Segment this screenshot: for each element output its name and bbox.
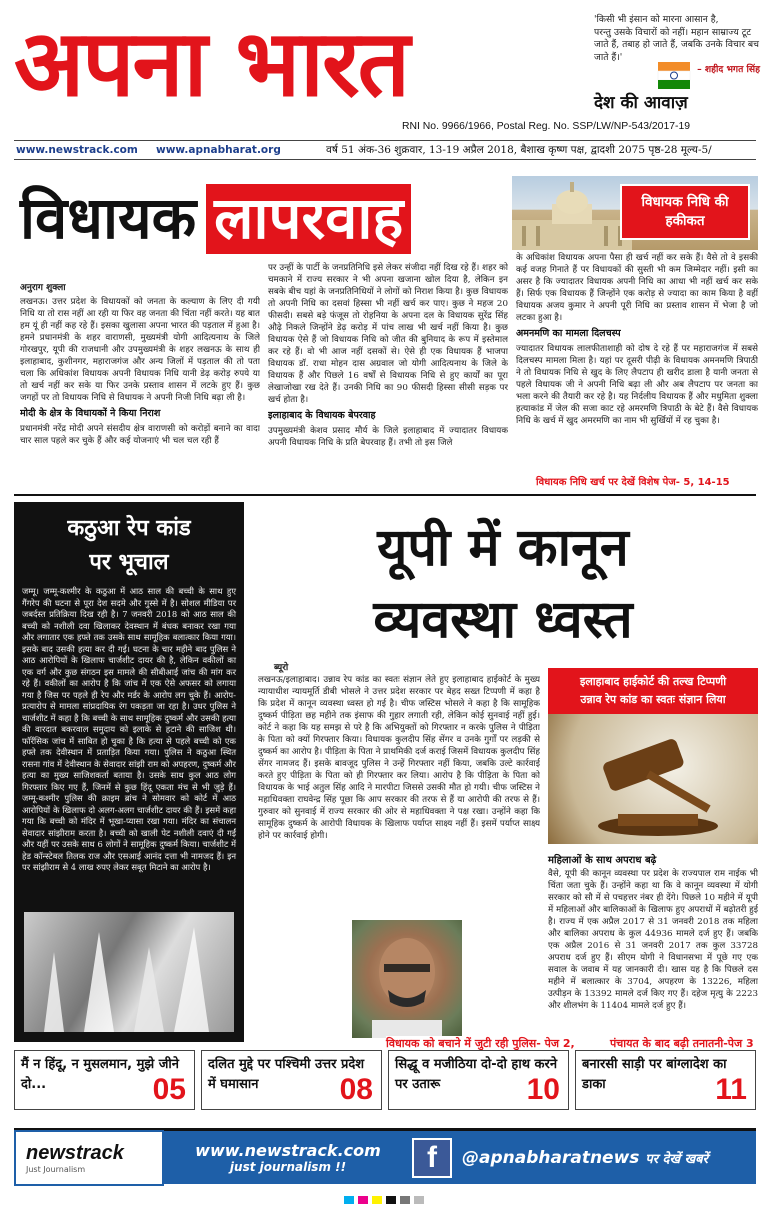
newstrack-brand-name: newstrack [26,1141,124,1164]
crime-subhead: महिलाओं के साथ अपराध बढ़े [548,855,657,866]
up-headline-line-1: यूपी में कानून [377,517,629,578]
ticker-item-page: 10 [526,1073,560,1106]
lead-col3-para1: के अधिकांश विधायक अपना पैसा ही खर्च नहीं कर सके हैं। वैसे तो वे इसकी कई वजह गिनाते हैं पर विधायकों की सुस्ती भी कम जिम्मेदार नहीं। इसी का असर है कि ज्यादातर विधायक अपनी निधि का आधा भी नहीं खर्च कर सके हैं। सिर्फ एक विधायक हैं जिन्होंने एक करोड़ से ज्यादा का काम किया है वहीं विधायक अजय कुमार ने अपनी पूरी निधि का प्रस्ताव शासन में भेजा है जो लटका हुआ है। [516,253,758,323]
newstrack-site[interactable] [164,1141,412,1174]
lead-col1-subhead: मोदी के क्षेत्र के विधायकों ने किया निराश [20,408,161,419]
lead-col3-para2: ज्यादातर विधायक लालफीताशाही को दोष दे रहे हैं पर महाराजगंज में सबसे दिलचस्प मामला मिला है। यहां पर दूसरी पीढ़ी के विधायक अमनमणि त्रिपाठी ने तो विधायक निधि से खुद के लिए लैपटाप ही खरीद डाला है यानी जनता से पहले विधायक जी ने अपनी निधि बढ़ा ली और अब लैपटाप पर जनता का भला करने की तैयारी कर रहे है। यह निर्दलीय विधायक हैं और मधुमिता शुक्ला हत्याकांड में जेल की सजा काट रहे अमरमणि त्रिपाठी के बेटे हैं। वैसे विधायक निधि के खर्च में खुद अमरमणि का नाम भी सुर्खियों में रह चुका है। [516,344,758,426]
newstrack-brand[interactable] [14,1130,164,1186]
ticker-item-title: बनारसी साड़ी पर बांग्लादेश का डाका [582,1057,727,1092]
print-registration-marks [0,1196,768,1206]
lead-col1-para2: प्रधानमंत्री नरेंद्र मोदी अपने संसदीय क्षेत्र वाराणसी को करोड़ों बनाने का वादा चार साल पहले कर चुके हैं और कई योजनाएं भी चल चल रही हैं [20,424,260,446]
registration-number: RNI No. 9966/1966, Postal Reg. No. SSP/LW/NP-543/2017-19 [402,121,691,132]
up-text: लखनऊ/इलाहाबाद। उन्नाव रेप कांड का स्वतः संज्ञान लेते हुए इलाहाबाद हाईकोर्ट के मुख्य न्यायाधीश न्यायमूर्ति डीबी भोसले ने उत्तर प्रदेश सरकार पर बेहद सख्त टिप्पणी में कहा है कि प्रदेश में कानून व्यवस्था ध्वस्त हो गई है। चीफ जस्टिस भोसले ने कहा है कि सामूहिक दुष्कर्म पीड़िता छह महीने तक इंसाफ की गुहार लगाती रही, लेकिन कोई सुनवाई नहीं हुई। कोर्ट ने कहा कि यह समझ से परे है कि अभियुक्तों को गिरफ्तार न करके पुलिस ने पीड़िता के पिता को क्यों गिरफ्तार किया। विधायक कुलदीप सिंह सेंगर व उनके गुर्गों पर लड़की से दुष्कर्म का आरोप है। पीड़िता के पिता ने प्राथमिकी दर्ज कराई जिसमें विधायक कुलदीप सिंह सेंगर नामजद हैं। इसके बावजूद पुलिस ने उन्हें गिरफ्तार नहीं किया, जबकि उल्टे कार्रवाई करते हुए पीड़िता के पिता को ही गिरफ्तार कर लिया। आरोप है कि पीड़िता के पिता को विधायक के भाई अतुल सिंह आदि ने मारपीटा जिससे उसकी मौत हो गयी। चीफ जस्टिस ने महाधिवक्ता राघवेन्द्र सिंह पूछा कि आप सरकार की तरफ से हैं या आरोपी की तरफ से हैं। गुरुवार को सुनवाई में राज्य सरकार की ओर से महाधिवक्ता ने पक्ष रखा। उन्होंने कहा कि सामूहिक दुष्कर्म के आरोपी विधायक के खिलाफ पर्याप्त साक्ष्य नहीं हैं। इसमें पर्याप्त साक्ष्य होने पर कार्रवाई होगी। [258,675,540,841]
lead-continued[interactable]: विधायक निधि खर्च पर देखें विशेष पेज- 5, 14-15 [536,474,730,488]
masthead-title: अपना भारत [14,9,409,117]
lead-column-1 [20,296,260,492]
inside-pages-ticker [14,1050,756,1110]
mla-photo [352,920,462,1038]
quote-author: – शहीद भगत सिंह [697,64,760,75]
quote-line-1: 'किसी भी इंसान को मारना आसान है, [594,14,719,25]
up-continued-right[interactable]: पंचायत के बाद बढ़ी तनातनी-पेज 3 [610,1037,754,1050]
gavel-photo [548,714,758,844]
ticker-item-2[interactable] [201,1050,382,1110]
lead-byline: अनुराग शुक्ला [20,283,66,293]
newstrack-brand-sub: Just Journalism [26,1164,86,1174]
side-label: विधायक निधि की हकीकत [620,184,750,240]
lead-col1-para1: लखनऊ। उत्तर प्रदेश के विधायकों को जनता के कल्याण के लिए दी गयी निधि या तो रास नहीं आ रही या फिर वह जनता की चिंता नहीं करते। यह बात हम यूं ही नहीं कह रहे हैं। इसका खुलासा अपना भारत की पड़ताल में हुआ है। हमने प्रधानमंत्री के शहर वाराणसी, मुख्यमंत्री योगी आदित्यनाथ के जिले गोरखपुर, यूपी की राजधानी और उपमुख्यमंत्री के शहर लखनऊ के साथ ही इलाहाबाद, कुशीनगर, महाराजगंज और अन्य जिलों में पड़ताल की तो पता चला कि अधिकांश विधायक अपनी विधायक निधि यानी डेढ़ करोड़ रुपये या तो खर्च नहीं कर सके या फिर उनके प्रस्ताव शासन में लटके हुए हैं। कुछ जगहों पर तो विधायक निधि से विधायक ने अपनी निजी निधि बढ़ा ली है। [20,297,260,403]
crime-column [548,868,758,1036]
newstrack-slogan: just journalism !! [229,1160,347,1174]
facebook-handle[interactable] [452,1148,708,1168]
crime-text: वैसे, यूपी की कानून व्यवस्था पर प्रदेश के राज्यपाल राम नाईक भी चिंता जता चुके हैं। उन्होंने कहा था कि वे कानून व्यवस्था में योगी सरकार को सौ में से पचहत्तर नंबर ही देंगे। पिछले 10 महीने में यूपी में महिलाओं और बालिकाओं के खिलाफ हुए अपराधों में बढ़ोतरी हुई है। राज्य में एक अप्रैल 2017 से 31 जनवरी 2018 तक महिला और बालिका अपराध के कुल 44936 मामले दर्ज हुए हैं। जबकि एक अप्रैल 2016 से 31 जनवरी 2017 तक कुल 33728 अपराध दर्ज हुए हैं। सीएम योगी ने विधानसभा में पूछे गए एक सवाल के जवाब में यह जानकारी दी। खास यह है कि पिछले दस महीने में बलात्कार के 3704, अपहरण के 13226, महिला उत्पीड़न के 13392 मामले दर्ज किए गए हैं। दहेज मृत्यु के 2223 और शीलभंग के 11404 मामले दर्ज हुए हैं। [548,869,758,1011]
lead-headline-black: विधायक [20,184,197,252]
hc-line-1: इलाहाबाद हाईकोर्ट की तल्ख टिप्पणी [579,675,727,688]
kathua-text: जम्मू। जम्मू-कश्मीर के कठुआ में आठ साल की बच्ची के साथ हुए गैंगरेप की घटना से पूरा देश सदमे और गुस्से में है। सोशल मीडिया पर जबर्दस्त प्रतिक्रिया दिख रही है। 7 जनवरी 2018 को आठ साल की बच्ची को नशीली दवा खिलाकर देवस्थान में बंधक बनाकर रखा गया और लगातार एक हफ्ते तक उसके साथ सामूहिक बलात्कार किया गया। इसके बाद उसकी हत्या कर दी गई। घटना के चार महीने बाद पुलिस ने आठ आरोपियों के खिलाफ चार्जशीट दायर की है, लेकिन वकीलों का एक वर्ग और कुछ संगठन इस मामले की सीबीआई जांच की मांग कर रहे हैं। वकीलों का आरोप है कि जांच में एक ऐसे अफसर को लगाया गया है जिस पर पहले ही रेप और मर्डर के आरोप लग चुके हैं। आरोप-प्रत्यारोप से मामला सांप्रदायिक रंग पकड़ता जा रहा है। उधर पुलिस ने चार्जशीट में कहा है कि बच्ची के साथ सामूहिक दुष्कर्म और उसकी हत्या की वारदात बकरवाल समुदाय को इलाके से हटाने की साजिश थी। फॉरेंसिक जांच में साबित हो चुका है कि हत्या से पहले बच्ची को एक हफ्ते तक देवीस्थान में प्रताड़ित किया गया। पुलिस ने कठुआ स्थित रासना गांव में देवीस्थान के सेवादार सांझी राम को अपहरण, दुष्कर्म और हत्या का मुख्य साजिशकर्ता बताया है। उसके साथ कुल आठ लोग गिरफ्तार किए गए हैं, जिनमें से कुछ हिंदू एकता मंच से भी जुड़े हैं। जम्मू-कश्मीर पुलिस की क्राइम ब्रांच ने सोमवार को कोर्ट में आठ आरोपियों के खिलाफ दो अलग-अलग चार्जशीट दायर की हैं। इसमें कहा गया कि बच्ची को मंदिर में भूखा-प्यासा रखा गया। मंदिर का संचालन सेवादार सांझीराम करता है। बच्ची को खाली पेट नशीली दवाएं दी गईं और यहीं पर उसके साथ 6 लोगों ने सामूहिक दुष्कर्म किया। चार्जशीट में हेड कॉन्स्टेबल तिलक राज और एसआई आनंद दत्ता भी नामजद हैं। इन पर सांझीराम से 4 लाख रुपए लेकर सबूत मिटाने का आरोप है। [22,586,236,872]
lead-col3-subhead: अमनमणि का मामला दिलचस्प [516,328,621,339]
ticker-item-page: 11 [715,1073,747,1106]
lead-headline-red: लापरवाह [206,184,411,254]
ashoka-emblem-icon [656,62,692,90]
facebook-handle-text: @apnabharatnews [462,1147,640,1168]
highcourt-box [548,668,758,714]
protest-hands-photo [24,912,234,1032]
ticker-item-title: मैं न हिंदू, न मुसलमान, मुझे जीने दो... [21,1057,179,1092]
newstrack-url: www.newstrack.com [195,1141,381,1160]
quote-line-2: परन्तु उसके विचारों को नहीं। महान साम्राज्य टूट जाते हैं, तबाह हो जाते हैं, जबकि उनके विचार बच जाते हैं।' [594,26,759,63]
section-divider [14,494,756,496]
ticker-item-page: 08 [339,1073,373,1106]
lead-col2-para1: पर उन्हीं के पार्टी के जनप्रतिनिधि इसे लेकर संजीदा नहीं दिख रहे हैं। शहर को चमकाने में राज्य सरकार ने भी अपना खजाना खोल दिया है, लेकिन इन सबके बीच यहां के जनप्रतिनिधियों ने लोगों को निराश किया है। कुछ विधायक तो अपनी निधि का दसवां हिस्सा भी नहीं खर्च कर पाए। कुछ ने महज 20 फीसदी। सबसे बड़े फंजूस तो रोहनिया के अपना दल के विधायक सुरेंद्र सिंह औढ़े निकले जिन्होंने डेढ़ करोड़ में पांच लाख भी खर्च नहीं किया है। कुछ विधायक ऐसे हैं जो विधायक निधि को जीत की बुनियाद के रूप में इस्तेमाल कर रहे हैं। वो भी आज नहीं दसकों से। ऐसे ही एक विधायक हैं भाजपा विधायक डॉ. राधा मोहन दास अग्रवाल जो योगी आदित्यनाथ के जिले के विधायक हैं और पिछले 16 वर्षों से विधायक निधि से हुए कार्यों का पूरा लेखाजोखा रख देते हैं। उनकी निधि का 90 फीसदी हिस्सा सीसी सड़क पर खर्च होता है। [268,263,508,405]
ticker-item-1[interactable] [14,1050,195,1110]
ticker-item-4[interactable] [575,1050,756,1110]
hands-icon [24,912,234,1032]
masthead-tagline: देश की आवाज़ [594,93,688,113]
facebook-cta: पर देखें खबरें [645,1151,708,1167]
footer-promo [14,1128,756,1184]
ticker-item-3[interactable] [388,1050,569,1110]
ticker-item-title: दलित मुद्दे पर पश्चिमी उत्तर प्रदेश में घमासान [208,1057,365,1092]
gavel-icon [548,714,758,844]
kathua-title-line-1: कठुआ रेप कांड [67,516,191,541]
up-continued-left[interactable]: विधायक को बचाने में जुटी रही पुलिस- पेज 2, [386,1037,575,1050]
info-bar [14,140,756,160]
up-headline-line-2: व्यवस्था ध्वस्त [373,589,633,650]
lead-col2-para2: उपमुख्यमंत्री केशव प्रसाद मौर्य के जिले इलाहाबाद में ज्यादातर विधायक अपनी विधायक निधि के प्रति बेपरवाह हैं। तभी तो इस जिले [268,426,508,448]
kathua-title-line-2: पर भूचाल [89,550,169,575]
hc-line-2: उन्नाव रेप कांड का स्वतः संज्ञान लिया [580,693,726,706]
up-headline [258,512,748,656]
ticker-item-title: सिद्धू व मजीठिया दो-दो हाथ करने पर उतारू [395,1057,558,1092]
site-link-apnabharat[interactable]: www.apnabharat.org [156,144,281,156]
lead-col2-subhead: इलाहाबाद के विधायक बेपरवाह [268,410,376,421]
up-column-1 [258,674,540,924]
site-link-newstrack[interactable]: www.newstrack.com [16,144,138,156]
lead-column-2 [268,262,508,492]
issue-details: वर्ष 51 अंक-36 शुक्रवार, 13-19 अप्रैल 2018, बैशाख कृष्ण पक्ष, द्वादशी 2075 पृष्ठ-28 मूल्य-5/ [326,144,712,156]
mla-face-icon [352,920,462,1038]
ticker-item-page: 05 [152,1073,186,1106]
facebook-icon[interactable]: f [412,1138,452,1178]
lead-headline [20,178,411,258]
lead-column-3 [516,252,758,470]
up-byline: ब्यूरो [274,663,289,673]
